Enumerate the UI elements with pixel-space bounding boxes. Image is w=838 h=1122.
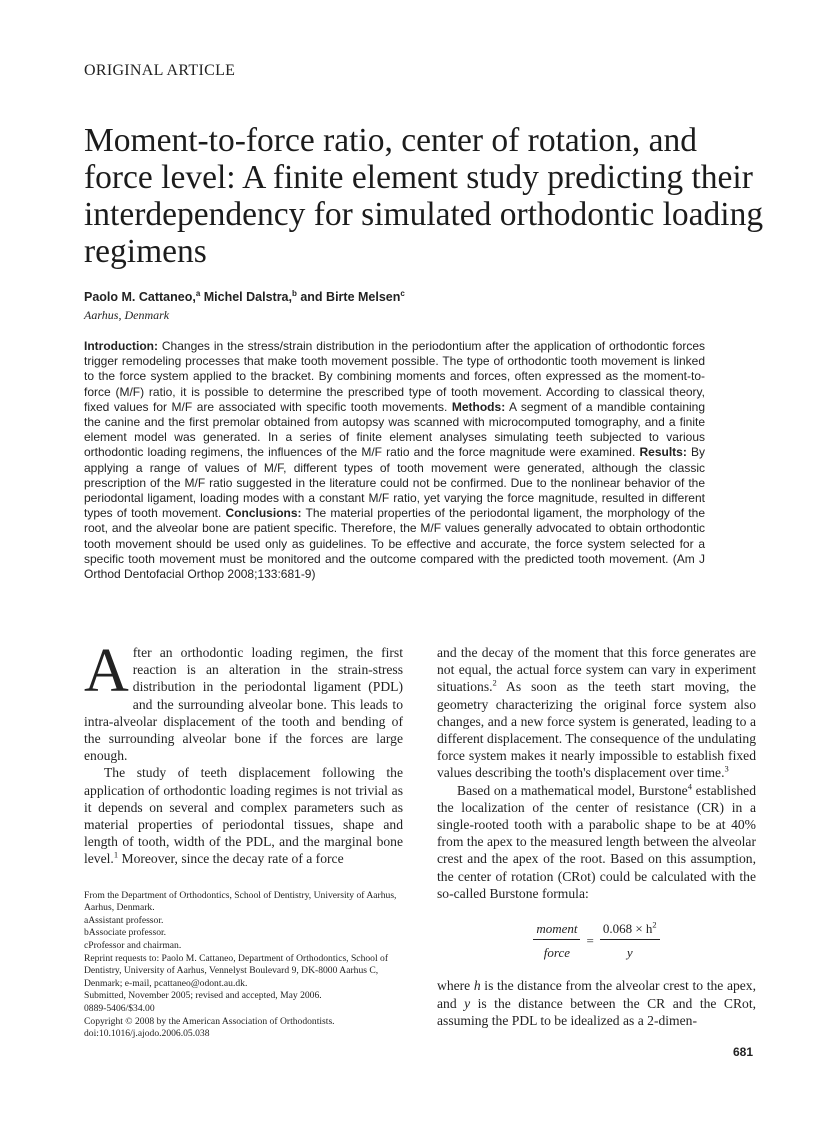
author-name: Paolo M. Cattaneo, bbox=[84, 290, 196, 305]
abstract-introduction-label: Introduction: bbox=[84, 339, 158, 353]
paragraph-text: and the decay of the moment that this force generates are not equal, the actual force system can vary in experiment situations. bbox=[437, 645, 756, 695]
formula-exponent: 2 bbox=[652, 919, 657, 930]
footnote: 0889-5406/$34.00 bbox=[84, 1002, 155, 1014]
body-column-left bbox=[84, 637, 403, 1041]
footnotes bbox=[84, 890, 403, 1041]
variable-y: y bbox=[464, 995, 471, 1011]
abstract-methods-label: Methods: bbox=[451, 399, 506, 414]
author-list bbox=[84, 289, 405, 304]
body-paragraph bbox=[437, 977, 756, 1029]
author-name: and Birte Melsen bbox=[296, 290, 401, 305]
footnote: cProfessor and chairman. bbox=[84, 940, 182, 952]
author-name: Michel Dalstra, bbox=[200, 290, 292, 305]
author-affiliation-mark: c bbox=[400, 289, 405, 298]
body-paragraph bbox=[84, 764, 403, 867]
paragraph-text: fter an orthodontic loading regimen, the first reaction is an alteration in the strain-stress distribution in the periodontal ligament (PDL) and the surrounding alveolar bone. This leads to intra-alveolar displacement of the tooth and bending of the surrounding alveolar bone if the forces are large enough. bbox=[84, 645, 403, 764]
formula-lhs bbox=[533, 920, 580, 961]
formula-rhs bbox=[600, 920, 660, 961]
variable-h: h bbox=[473, 978, 481, 994]
formula-lhs-numerator: moment bbox=[533, 920, 580, 940]
formula-lhs-denominator: force bbox=[543, 945, 571, 961]
abstract-results: By applying a range of values of M/F, different types of tooth movement were generated, although the classic prescription of the M/F ratio suggested in the literature could not be confirmed. Due to the nonlinear behavior of the periodontal ligament, loading modes with a constant M/F ratio, yet varying the force magnitude, resulted in different types of tooth movement. bbox=[84, 445, 705, 521]
paragraph-text: Based on a mathematical model, Burstone bbox=[457, 782, 688, 798]
author-affiliation-mark: a bbox=[195, 289, 201, 298]
formula-equals: = bbox=[586, 933, 594, 949]
reference-mark: 3 bbox=[724, 763, 729, 774]
abstract-introduction: Changes in the stress/strain distribution in the periodontium after the application of orthodontic forces trigger remodeling processes that make tooth movement possible. The type of orthodontic tooth movement is linked to the force system applied to the bracket. By combining moments and forces, often expressed as the moment-to-force (M/F) ratio, it is possible to determine the prescribed type of tooth movement. According to classical theory, fixed values for M/F are associated with specific tooth movements. bbox=[84, 339, 705, 414]
paragraph-text: is the distance from the alveolar crest to the apex, and bbox=[437, 978, 757, 1011]
page-number: 681 bbox=[733, 1045, 754, 1059]
formula-rhs-denominator: y bbox=[626, 945, 633, 961]
reference-mark: 2 bbox=[492, 677, 497, 688]
abstract-conclusions-label: Conclusions: bbox=[225, 506, 302, 521]
formula-rhs-numerator bbox=[600, 920, 660, 940]
article-title: Moment-to-force ratio, center of rotation, and force level: A finite element study predicting their interdependency for simulated orthodontic loading regimens bbox=[84, 122, 764, 270]
burstone-formula bbox=[437, 920, 756, 961]
author-affiliation-mark: b bbox=[291, 289, 297, 298]
section-label: ORIGINAL ARTICLE bbox=[84, 62, 236, 79]
footnote: Reprint requests to: Paolo M. Cattaneo, Department of Orthodontics, School of Dentistry, University of Aarhus, Vennelyst Boulevard 9, DK-8000 Aarhus C, Denmark; e-mail, pcattaneo@odont.au.dk. bbox=[84, 952, 389, 989]
paragraph-text: The study of teeth displacement following the application of orthodontic loading regimes is not trivial as it depends on several and complex parameters such as material properties of periodontal tissues, shape and length of tooth, width of the PDL, and the marginal bone level. bbox=[84, 765, 403, 867]
body-column-right bbox=[437, 644, 756, 1029]
abstract bbox=[84, 339, 705, 582]
paragraph-text: Moreover, since the decay rate of a force bbox=[118, 851, 344, 867]
formula-rhs-numerator-text: 0.068 × h bbox=[602, 921, 653, 937]
body-paragraph bbox=[437, 782, 756, 902]
footnote: aAssistant professor. bbox=[84, 914, 164, 926]
abstract-citation: (Am J Orthod Dentofacial Orthop 2008;133:681-9) bbox=[84, 551, 705, 582]
reference-mark: 1 bbox=[113, 849, 119, 860]
paragraph-text: established the localization of the center of resistance (CR) in a single-rooted tooth with a parabolic shape to be at 40% from the apex to the measured length between the alveolar crest and the apex of the root. Based on this assumption, the center of rotation (CRot) could be calculated with the so-called Burstone formula: bbox=[437, 782, 756, 901]
abstract-conclusions: The material properties of the periodontal ligament, the morphology of the root, and the alveolar bone are patient specific. Therefore, the M/F values generally advocated to obtain orthodontic tooth movement should be used only as guidelines. To be effective and accurate, the force system selected for a specific tooth movement must be monitored and the outcome compared with the predicted tooth movement. bbox=[84, 506, 705, 566]
paragraph-text: As soon as the teeth start moving, the geometry characterizing the original force system also changes, and a new force system is generated, leading to a different displacement. The consequence of the undulating force system makes it nearly impossible to establish fixed values describing the tooth's displacement over time. bbox=[437, 679, 756, 781]
footnote: doi:10.1016/j.ajodo.2006.05.038 bbox=[84, 1028, 210, 1040]
affiliation: Aarhus, Denmark bbox=[84, 308, 170, 322]
footnote: bAssociate professor. bbox=[84, 927, 167, 939]
reference-mark: 4 bbox=[687, 781, 692, 792]
body-paragraph bbox=[437, 644, 756, 782]
footnote: Submitted, November 2005; revised and accepted, May 2006. bbox=[84, 990, 322, 1002]
paragraph-text: where bbox=[437, 978, 474, 994]
footnote: Copyright © 2008 by the American Association of Orthodontists. bbox=[84, 1015, 335, 1027]
abstract-results-label: Results: bbox=[639, 445, 687, 460]
paragraph-text: is the distance between the CR and the CRot, assuming the PDL to be idealized as a 2-dimen- bbox=[437, 995, 756, 1028]
footnote: From the Department of Orthodontics, School of Dentistry, University of Aarhus, Aarhus, Denmark. bbox=[84, 889, 397, 914]
body-paragraph bbox=[84, 637, 403, 764]
drop-cap: A bbox=[84, 637, 129, 705]
abstract-methods: A segment of a mandible containing the canine and the first premolar obtained from autopsy was scanned with microcomputed tomography, and a finite element model was generated. In a series of finite element analyses simulating teeth subjected to various orthodontic loading regimens, the influences of the M/F ratio and the force magnitude were examined. bbox=[84, 399, 706, 460]
